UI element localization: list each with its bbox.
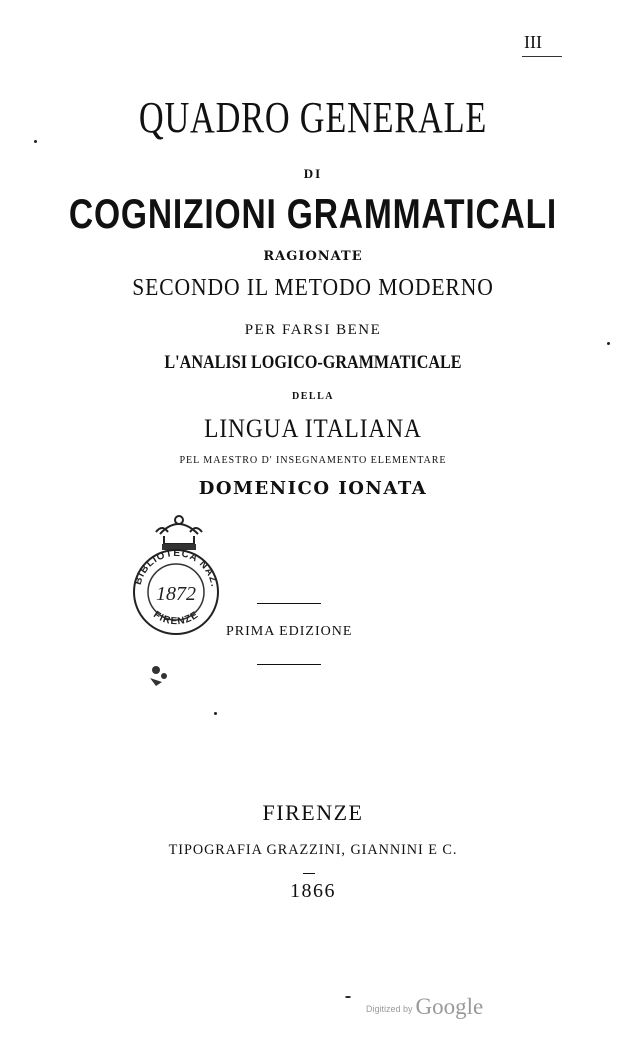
paper-speck	[214, 712, 217, 715]
title-line-9: LINGUA ITALIANA	[204, 414, 422, 443]
title-line-4: RAGIONATE	[263, 249, 363, 264]
edition: PRIMA EDIZIONE	[226, 624, 353, 639]
watermark-small-text: Digitized by	[366, 1004, 413, 1014]
shelfmark-rule	[522, 56, 562, 57]
divider-rule	[257, 664, 321, 665]
stamp-ring-top: BIBLIOTECA NAZ.	[132, 547, 220, 589]
paper-speck	[607, 342, 610, 345]
stamp-year: 1872	[156, 583, 196, 605]
imprint-city: FIRENZE	[262, 800, 364, 825]
crown-stamp-icon	[126, 510, 230, 690]
title-line-3: COGNIZIONI GRAMMATICALI	[68, 190, 558, 237]
svg-text:FIRENZE	[151, 609, 201, 627]
google-logo: Google	[415, 994, 484, 1019]
title-line-5: SECONDO IL METODO MODERNO	[132, 275, 494, 301]
divider-rule	[257, 603, 321, 604]
imprint-printer: TIPOGRAFIA GRAZZINI, GIANNINI E C.	[168, 842, 458, 858]
paper-speck	[34, 140, 37, 143]
title-line-2: DI	[303, 166, 323, 181]
digitization-watermark	[366, 994, 483, 1020]
shelfmark: III	[524, 32, 542, 52]
stamp-ring-bottom: FIRENZE	[151, 609, 201, 628]
author-role: PEL MAESTRO D' INSEGNAMENTO ELEMENTARE	[179, 454, 447, 466]
title-line-1: QUADRO GENERALE	[138, 93, 488, 142]
author-name: DOMENICO IONATA	[198, 478, 428, 499]
title-line-7: L'ANALISI LOGICO-GRAMMATICALE	[164, 352, 462, 373]
paper-speck	[345, 996, 351, 998]
title-line-8: DELLA	[292, 391, 334, 402]
title-line-6: PER FARSI BENE	[244, 322, 382, 338]
divider-dash	[303, 873, 315, 874]
imprint-year: 1866	[290, 880, 336, 902]
library-stamp	[126, 510, 230, 690]
